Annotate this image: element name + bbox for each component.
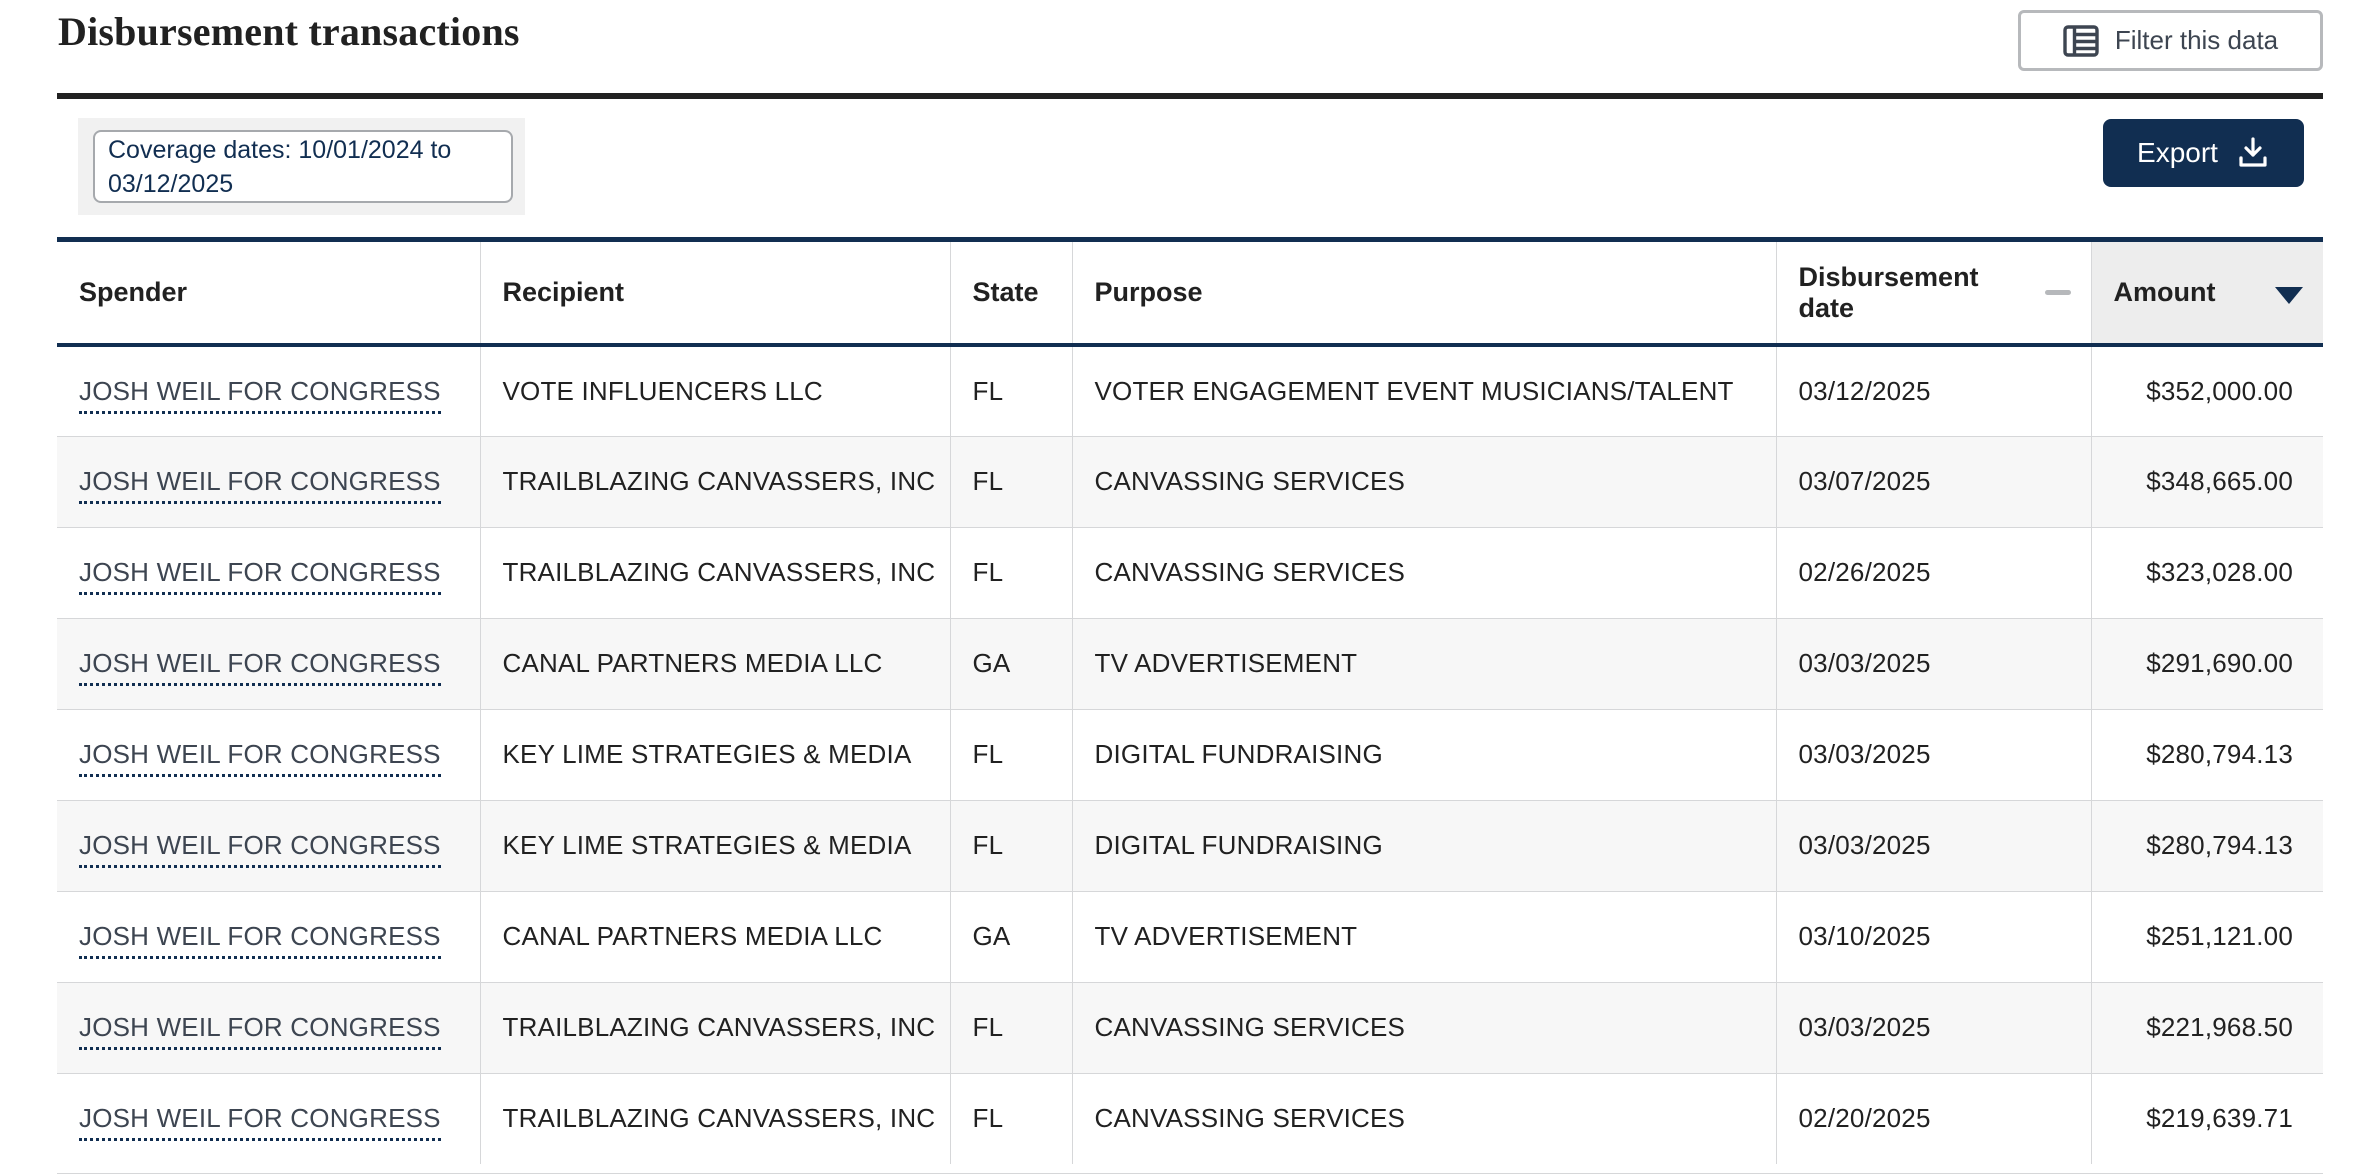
table-row (57, 1073, 2323, 1164)
export-button-label: Export (2137, 137, 2218, 168)
spender-cell (57, 345, 480, 436)
coverage-dates-tag (93, 130, 513, 203)
disbursement-date-cell: 03/03/2025 (1776, 800, 2091, 891)
table-header-row (57, 242, 2323, 345)
spender-link[interactable]: JOSH WEIL FOR CONGRESS (79, 1012, 441, 1050)
purpose-cell: DIGITAL FUNDRAISING (1072, 800, 1776, 891)
amount-cell: $348,665.00 (2091, 436, 2323, 527)
recipient-cell: VOTE INFLUENCERS LLC (480, 345, 950, 436)
amount-cell: $280,794.13 (2091, 800, 2323, 891)
disbursement-date-cell: 02/20/2025 (1776, 1073, 2091, 1164)
export-button[interactable] (2103, 119, 2304, 187)
table-row (57, 891, 2323, 982)
state-cell: GA (950, 618, 1072, 709)
sort-inactive-icon[interactable] (2045, 290, 2071, 295)
purpose-cell: DIGITAL FUNDRAISING (1072, 709, 1776, 800)
spender-link[interactable]: JOSH WEIL FOR CONGRESS (79, 557, 441, 595)
purpose-cell: VOTER ENGAGEMENT EVENT MUSICIANS/TALENT (1072, 345, 1776, 436)
disbursement-date-cell: 03/03/2025 (1776, 618, 2091, 709)
purpose-cell: CANVASSING SERVICES (1072, 436, 1776, 527)
spender-cell (57, 891, 480, 982)
column-header-purpose: Purpose (1072, 242, 1776, 345)
table-row (57, 436, 2323, 527)
table-body (57, 345, 2323, 1164)
spender-link[interactable]: JOSH WEIL FOR CONGRESS (79, 648, 441, 686)
spender-link[interactable]: JOSH WEIL FOR CONGRESS (79, 466, 441, 504)
state-cell: FL (950, 436, 1072, 527)
spender-cell (57, 1073, 480, 1164)
state-cell: FL (950, 800, 1072, 891)
table-row (57, 345, 2323, 436)
recipient-cell: KEY LIME STRATEGIES & MEDIA (480, 800, 950, 891)
spender-link[interactable]: JOSH WEIL FOR CONGRESS (79, 921, 441, 959)
spender-link[interactable]: JOSH WEIL FOR CONGRESS (79, 376, 441, 414)
sort-descending-icon[interactable] (2275, 282, 2303, 304)
table-filter-icon (2063, 25, 2099, 57)
state-cell: FL (950, 982, 1072, 1073)
purpose-cell: TV ADVERTISEMENT (1072, 891, 1776, 982)
recipient-cell: TRAILBLAZING CANVASSERS, INC (480, 527, 950, 618)
download-icon (2236, 136, 2270, 170)
state-cell: FL (950, 345, 1072, 436)
table-row (57, 982, 2323, 1073)
recipient-cell: TRAILBLAZING CANVASSERS, INC (480, 1073, 950, 1164)
spender-cell (57, 618, 480, 709)
purpose-cell: CANVASSING SERVICES (1072, 527, 1776, 618)
amount-cell: $280,794.13 (2091, 709, 2323, 800)
filter-data-button[interactable] (2018, 10, 2323, 71)
table-row (57, 618, 2323, 709)
state-cell: FL (950, 709, 1072, 800)
state-cell: FL (950, 527, 1072, 618)
column-header-spender: Spender (57, 242, 480, 345)
amount-cell: $291,690.00 (2091, 618, 2323, 709)
recipient-cell: TRAILBLAZING CANVASSERS, INC (480, 982, 950, 1073)
amount-cell: $221,968.50 (2091, 982, 2323, 1073)
spender-link[interactable]: JOSH WEIL FOR CONGRESS (79, 739, 441, 777)
disbursement-date-cell: 02/26/2025 (1776, 527, 2091, 618)
title-divider (57, 93, 2323, 99)
state-cell: FL (950, 1073, 1072, 1164)
column-header-state: State (950, 242, 1072, 345)
spender-link[interactable]: JOSH WEIL FOR CONGRESS (79, 830, 441, 868)
column-header-disbursement-date[interactable]: Disbursement date (1776, 242, 2091, 345)
purpose-cell: TV ADVERTISEMENT (1072, 618, 1776, 709)
disbursement-date-cell: 03/12/2025 (1776, 345, 2091, 436)
spender-cell (57, 436, 480, 527)
amount-cell: $352,000.00 (2091, 345, 2323, 436)
disbursement-date-cell: 03/03/2025 (1776, 982, 2091, 1073)
table-row (57, 800, 2323, 891)
coverage-dates-panel (78, 118, 525, 215)
column-header-amount[interactable]: Amount (2091, 242, 2323, 345)
spender-cell (57, 982, 480, 1073)
amount-cell: $323,028.00 (2091, 527, 2323, 618)
page-title: Disbursement transactions (58, 9, 520, 54)
recipient-cell: CANAL PARTNERS MEDIA LLC (480, 891, 950, 982)
column-header-recipient: Recipient (480, 242, 950, 345)
amount-cell: $219,639.71 (2091, 1073, 2323, 1164)
recipient-cell: TRAILBLAZING CANVASSERS, INC (480, 436, 950, 527)
disbursement-date-cell: 03/03/2025 (1776, 709, 2091, 800)
table-row (57, 709, 2323, 800)
disbursement-date-cell: 03/07/2025 (1776, 436, 2091, 527)
state-cell: GA (950, 891, 1072, 982)
disbursement-date-cell: 03/10/2025 (1776, 891, 2091, 982)
spender-cell (57, 800, 480, 891)
table-row (57, 527, 2323, 618)
spender-cell (57, 527, 480, 618)
recipient-cell: CANAL PARTNERS MEDIA LLC (480, 618, 950, 709)
spender-cell (57, 709, 480, 800)
coverage-dates-label: Coverage dates: 10/01/2024 to 03/12/2025 (108, 135, 452, 198)
amount-cell: $251,121.00 (2091, 891, 2323, 982)
filter-button-label: Filter this data (2114, 25, 2279, 55)
recipient-cell: KEY LIME STRATEGIES & MEDIA (480, 709, 950, 800)
purpose-cell: CANVASSING SERVICES (1072, 1073, 1776, 1164)
spender-link[interactable]: JOSH WEIL FOR CONGRESS (79, 1103, 441, 1141)
purpose-cell: CANVASSING SERVICES (1072, 982, 1776, 1073)
disbursements-table (57, 237, 2323, 1164)
